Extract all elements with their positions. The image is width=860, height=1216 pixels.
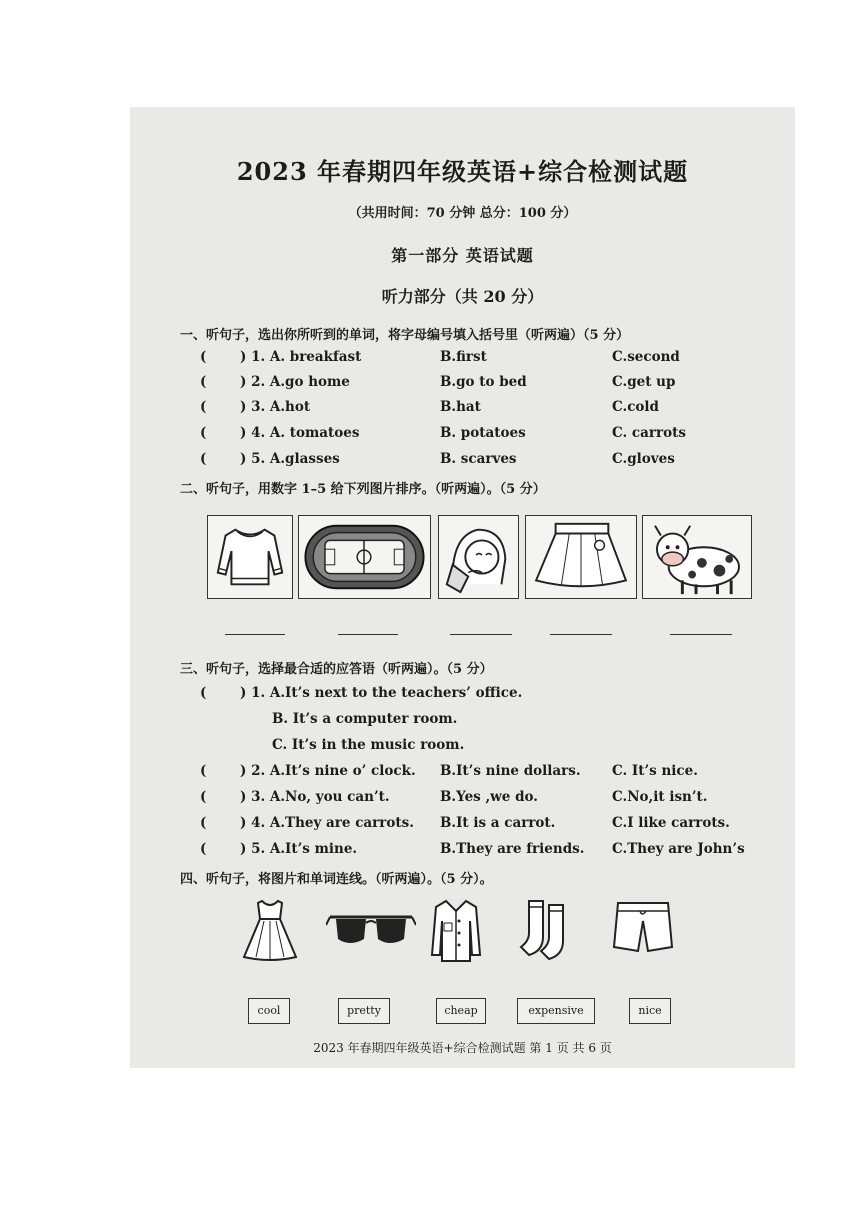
part-heading: 第一部分 英语试题 <box>391 246 534 265</box>
section4-heading: 四、听句子，将图片和单词连线。（听两遍）。（5 分）。 <box>180 872 493 887</box>
answer-paren[interactable]: ( <box>200 789 207 805</box>
sweater-icon <box>207 515 293 599</box>
option-a: ) 2. A.It’s nine o’ clock. <box>240 763 416 779</box>
option-c: C.get up <box>612 374 676 390</box>
option-a: ) 3. A.hot <box>240 399 311 415</box>
option-a: ) 5. A.glasses <box>240 451 340 467</box>
option-a: ) 2. A.go home <box>240 374 350 390</box>
exam-title: 2023 年春期四年级英语+综合检测试题 <box>236 157 689 186</box>
option-b: B.first <box>440 349 487 365</box>
answer-paren[interactable]: ( <box>200 349 207 365</box>
shorts-icon <box>612 897 674 963</box>
answer-line[interactable] <box>550 634 612 635</box>
section2-heading: 二、听句子，用数字 1–5 给下列图片排序。（听两遍）。（5 分） <box>180 482 546 497</box>
s3-question-1-c <box>200 737 770 759</box>
exam-subtitle: （共用时间：70 分钟 总分：100 分） <box>348 206 577 221</box>
cow-icon <box>642 515 752 599</box>
option-b: B.hat <box>440 399 481 415</box>
listening-heading: 听力部分（共 20 分） <box>381 287 544 306</box>
option-b: B. scarves <box>440 451 517 467</box>
s3-question-1 <box>200 685 770 707</box>
answer-line[interactable] <box>225 634 285 635</box>
option-b: B. potatoes <box>440 425 526 441</box>
option-c: C.gloves <box>612 451 675 467</box>
answer-line[interactable] <box>670 634 732 635</box>
option-a: ) 3. A.No, you can’t. <box>240 789 390 805</box>
s3-question-5 <box>200 841 770 863</box>
answer-paren[interactable]: ( <box>200 763 207 779</box>
option-c: C.I like carrots. <box>612 815 730 831</box>
girl-drinking-icon <box>438 515 519 599</box>
s1-question-4 <box>200 425 770 447</box>
s3-question-3 <box>200 789 770 811</box>
option-b: B.Yes ,we do. <box>440 789 538 805</box>
socks-icon <box>515 897 577 963</box>
answer-paren[interactable]: ( <box>200 841 207 857</box>
s3-question-1-b <box>200 711 770 733</box>
shirt-icon <box>430 897 482 963</box>
answer-paren[interactable]: ( <box>200 374 207 390</box>
option-c: C. It’s nice. <box>612 763 698 779</box>
s1-question-5 <box>200 451 770 473</box>
word-box-expensive[interactable]: expensive <box>517 998 595 1024</box>
skirt-icon <box>525 515 637 599</box>
dress-icon <box>238 897 302 963</box>
section1-heading: 一、听句子，选出你所听到的单词，将字母编号填入括号里（听两遍）（5 分） <box>180 328 630 343</box>
s1-question-3 <box>200 399 770 421</box>
option-c: C. It’s in the music room. <box>272 737 465 753</box>
option-a: ) 1. A. breakfast <box>240 349 362 365</box>
word-box-cheap[interactable]: cheap <box>436 998 486 1024</box>
option-a: ) 4. A.They are carrots. <box>240 815 414 831</box>
answer-paren[interactable]: ( <box>200 399 207 415</box>
word-box-pretty[interactable]: pretty <box>338 998 390 1024</box>
option-a: ) 4. A. tomatoes <box>240 425 360 441</box>
option-b: B. It’s a computer room. <box>272 711 458 727</box>
s1-question-1 <box>200 349 770 371</box>
s3-question-2 <box>200 763 770 785</box>
option-a: ) 5. A.It’s mine. <box>240 841 358 857</box>
option-c: C.They are John’s <box>612 841 745 857</box>
s3-question-4 <box>200 815 770 837</box>
answer-line[interactable] <box>338 634 398 635</box>
option-b: B.They are friends. <box>440 841 585 857</box>
sunglasses-icon <box>326 897 416 963</box>
answer-paren[interactable]: ( <box>200 685 207 701</box>
answer-paren[interactable]: ( <box>200 425 207 441</box>
option-c: C. carrots <box>612 425 686 441</box>
word-box-cool[interactable]: cool <box>248 998 290 1024</box>
word-box-nice[interactable]: nice <box>629 998 671 1024</box>
option-c: C.second <box>612 349 680 365</box>
playground-icon <box>298 515 431 599</box>
option-b: B.It is a carrot. <box>440 815 556 831</box>
option-a: ) 1. A.It’s next to the teachers’ office. <box>240 685 523 701</box>
option-c: C.cold <box>612 399 659 415</box>
option-c: C.No,it isn’t. <box>612 789 708 805</box>
answer-line[interactable] <box>450 634 512 635</box>
answer-paren[interactable]: ( <box>200 451 207 467</box>
option-b: B.It’s nine dollars. <box>440 763 581 779</box>
answer-paren[interactable]: ( <box>200 815 207 831</box>
page-footer: 2023 年春期四年级英语+综合检测试题 第 1 页 共 6 页 <box>313 1041 612 1055</box>
section3-heading: 三、听句子，选择最合适的应答语（听两遍）。（5 分） <box>180 662 493 677</box>
exam-page <box>130 107 795 1068</box>
s1-question-2 <box>200 374 770 396</box>
option-b: B.go to bed <box>440 374 527 390</box>
